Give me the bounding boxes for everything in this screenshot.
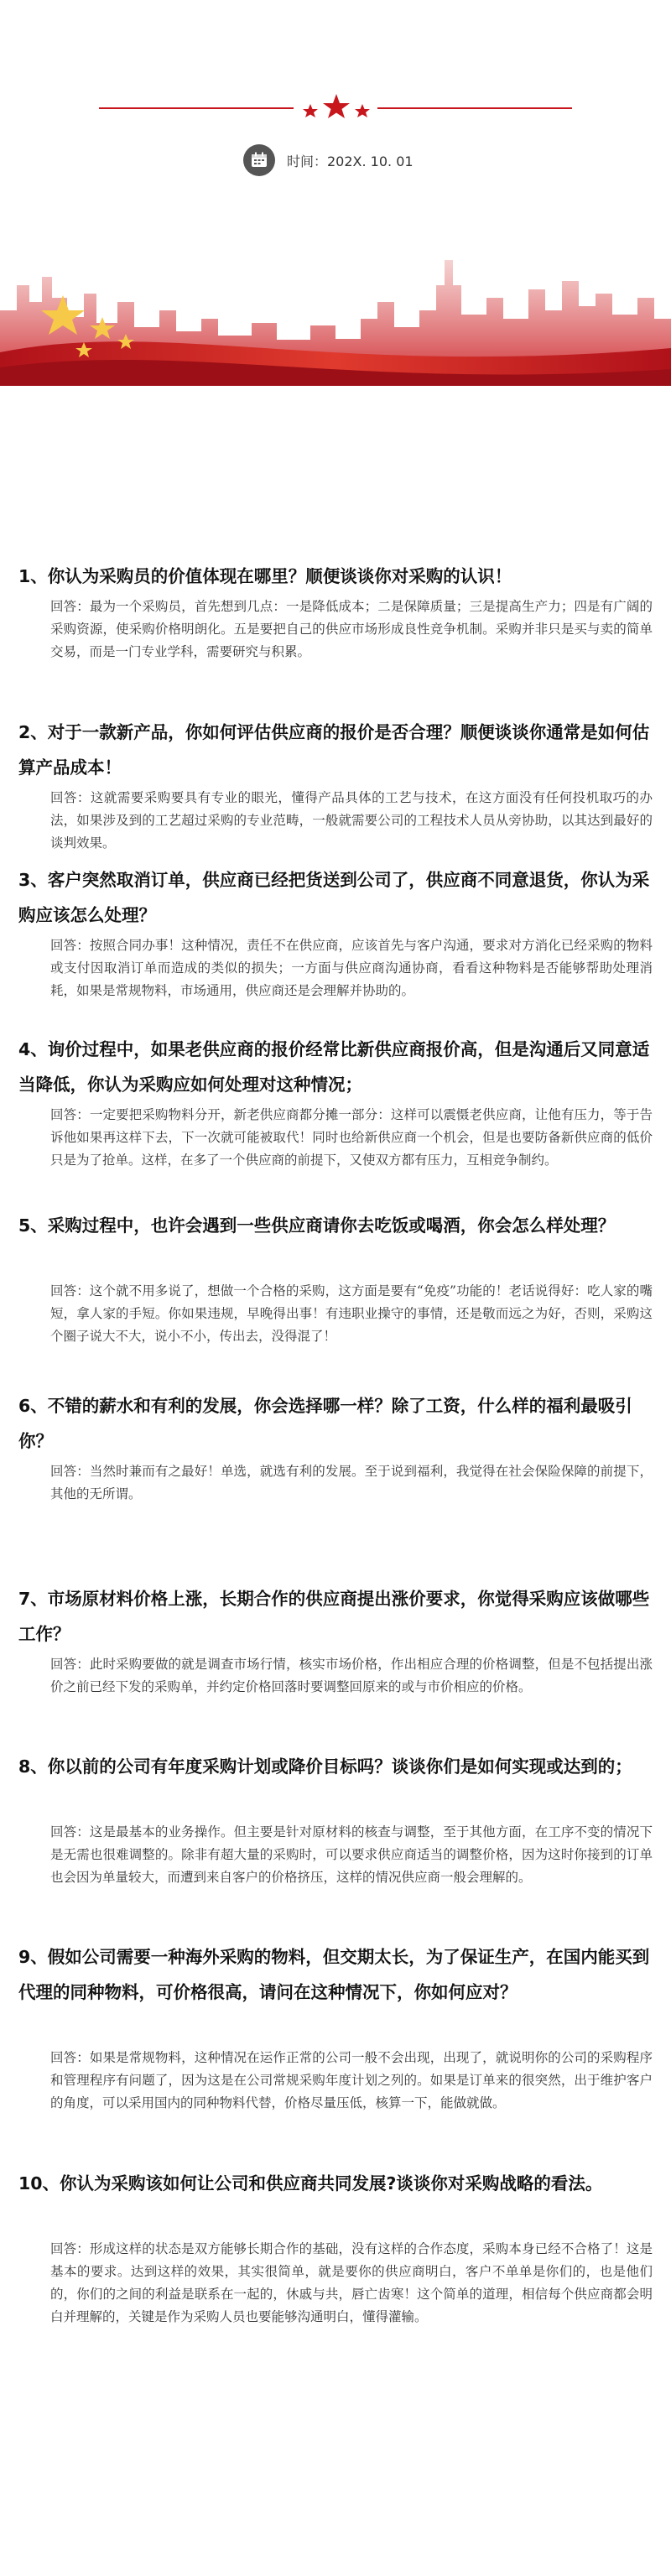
star-icon — [355, 104, 370, 117]
header-line-right — [377, 107, 572, 109]
answer: 回答：当然时兼而有之最好！单选，就选有利的发展。至于说到福利，我觉得在社会保险保障的前提下，其他的无所谓。 — [50, 1464, 653, 1501]
answer: 回答：此时采购要做的就是调查市场行情，核实市场价格，作出相应合理的价格调整，但是不包括提出涨价之前已经下发的采购单，并约定价格回落时要调整回原来的或与市价相应的价格。 — [50, 1657, 653, 1694]
header-line-left — [99, 107, 294, 109]
question: 8、你以前的公司有年度采购计划或降价目标吗？谈谈你们是如何实现或达到的； — [18, 1756, 632, 1777]
time-label: 时间：202X. 10. 01 — [287, 153, 414, 169]
answer: 回答：这是最基本的业务操作。但主要是针对原材料的核查与调整，至于其他方面，在工序不变的情况下是无需也很难调整的。除非有超大量的采购时，可以要求供应商适当的调整价格，因为这时你接到的订单也会因为单量较大，而遭到来自客户的价格挤压，这样的情况供应商一般会理解的。 — [50, 1824, 653, 1885]
question: 5、采购过程中，也许会遇到一些供应商请你去吃饭或喝酒，你会怎么样处理？ — [18, 1215, 616, 1236]
question: 4、询价过程中，如果老供应商的报价经常比新供应商报价高，但是沟通后又同意适当降低，你认为采购应如何处理对这种情况； — [18, 1039, 650, 1095]
calendar-icon — [243, 144, 275, 176]
header-stars — [300, 89, 372, 126]
question: 2、对于一款新产品，你如何评估供应商的报价是否合理？顺便谈谈你通常是如何估算产品成本！ — [18, 722, 650, 778]
answer: 回答：按照合同办事！这种情况，责任不在供应商，应该首先与客户沟通，要求对方消化已经采购的物料或支付因取消订单而造成的类似的损失；一方面与供应商沟通协商，看看这种物料是否能够帮助处理消耗，如果是常规物料，市场通用，供应商还是会理解并协助的。 — [50, 938, 653, 998]
answer: 回答：这就需要采购要具有专业的眼光，懂得产品具体的工艺与技术，在这方面没有任何投机取巧的办法，如果涉及到的工艺超过采购的专业范畴，一般就需要公司的工程技术人员从旁协助，以其达到最好的谈判效果。 — [50, 790, 653, 851]
star-icon — [323, 94, 350, 118]
answer: 回答：这个就不用多说了，想做一个合格的采购，这方面是要有“免疫”功能的！老话说得好：吃人家的嘴短，拿人家的手短。你如果违规，早晚得出事！有违职业操守的事情，还是敬而远之为好，否则，采购这个圈子说大不大，说小不小，传出去，没得混了！ — [50, 1283, 653, 1344]
question: 10、你认为采购该如何让公司和供应商共同发展?谈谈你对采购战略的看法。 — [18, 2173, 603, 2194]
question: 3、客户突然取消订单，供应商已经把货送到公司了，供应商不同意退货，你认为采购应该怎么处理？ — [18, 870, 650, 925]
question: 7、市场原材料价格上涨，长期合作的供应商提出涨价要求，你觉得采购应该做哪些工作？ — [18, 1589, 650, 1644]
answer: 回答：一定要把采购物料分开，新老供应商都分摊一部分：这样可以震慑老供应商，让他有压力，等于告诉他如果再这样下去，下一次就可能被取代！同时也给新供应商一个机会，但是也要防备新供应商的低价只是为了抢单。这样，在多了一个供应商的前提下，又使双方都有压力，互相竞争制约。 — [50, 1107, 653, 1168]
question: 6、不错的薪水和有利的发展，你会选择哪一样？除了工资，什么样的福利最吸引你？ — [18, 1396, 632, 1451]
date-meta — [243, 144, 414, 176]
answer: 回答：如果是常规物料，这种情况在运作正常的公司一般不会出现，出现了，就说明你的公司的采购程序和管理程序有问题了，因为这是在公司常规采购年度计划之列的。如果是订单来的很突然，出于维护客户的角度，可以采用国内的同种物料代替，价格尽量压低，核算一下，能做就做。 — [50, 2050, 653, 2110]
question: 1、你认为采购员的价值体现在哪里？顺便谈谈你对采购的认识！ — [18, 566, 512, 586]
question: 9、假如公司需要一种海外采购的物料，但交期太长，为了保证生产，在国内能买到代理的同种物料，可价格很高，请问在这种情况下，你如何应对？ — [18, 1947, 650, 2002]
star-icon — [303, 104, 318, 117]
city-banner — [0, 252, 671, 386]
answer: 回答：最为一个采购员，首先想到几点：一是降低成本；二是保障质量；三是提高生产力；四是有广阔的采购资源，使采购价格明朗化。五是要把自己的供应市场形成良性竞争机制。采购并非只是买与卖的简单交易，而是一门专业学科，需要研究与积累。 — [50, 599, 653, 659]
answer: 回答：形成这样的状态是双方能够长期合作的基础，没有这样的合作态度，采购本身已经不合格了！这是基本的要求。达到这样的效果，其实很简单，就是要你的供应商明白，客户不单单是你们的，也是他们的，你们的之间的利益是联系在一起的，休戚与共，唇亡齿寒！这个简单的道理，相信每个供应商都会明白并理解的，关键是作为采购人员也要能够沟通明白，懂得灌输。 — [50, 2241, 653, 2324]
